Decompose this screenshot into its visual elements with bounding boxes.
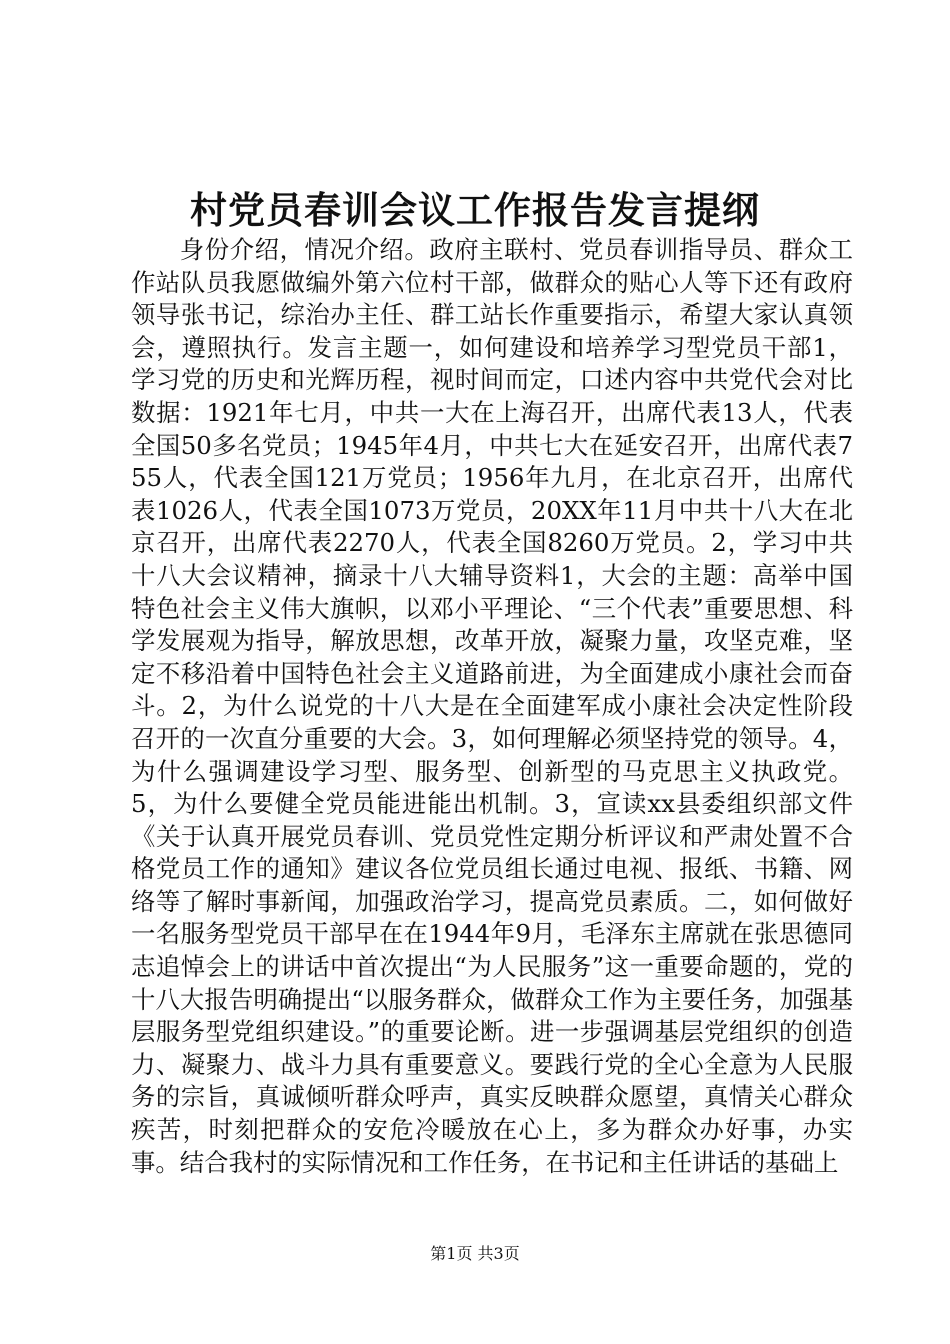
document-title: 村党员春训会议工作报告发言提纲 (190, 187, 760, 232)
page-number-footer: 第1页 共3页 (430, 1244, 520, 1263)
document-body: 身份介绍，情况介绍。政府主联村、党员春训指导员、群众工作站队员我愿做编外第六位村干部，做群众的贴心人等下还有政府领导张书记，综治办主任、群工站长作重要指示，希望大家认真领会，遵照执行。发言主题一，如何建设和培养学习型党员干部1，学习党的历史和光辉历程，视时间而定，口述内容中共党代会对比数据：1921年七月，中共一大在上海召开，出席代表13人，代表全国50多名党员；1945年4月，中共七大在延安召开，出席代表755人，代表全国121万党员；1956年九月，在北京召开，出席代表1026人，代表全国1073万党员，20XX年11月中共十八大在北京召开，出席代表2270人，代表全国8260万党员。2，学习中共十八大会议精神，摘录十八大辅导资料1，大会的主题：高举中国特色社会主义伟大旗帜，以邓小平理论、“三个代表”重要思想、科学发展观为指导，解放思想，改革开放，凝聚力量，攻坚克难，坚定不移沿着中国特色社会主义道路前进，为全面建成小康社会而奋斗。2，为什么说党的十八大是在全面建军成小康社会决定性阶段召开的一次直分重要的大会。3，如何理解必须坚持党的领导。4，为什么强调建设学习型、服务型、创新型的马克思主义执政党。5，为什么要健全党员能进能出机制。3，宣读xx县委组织部文件《关于认真开展党员春训、党员党性定期分析评议和严肃处置不合格党员工作的通知》建议各位党员组长通过电视、报纸、书籍、网络等了解时事新闻，加强政治学习，提高党员素质。二，如何做好一名服务型党员干部早在在1944年9月，毛泽东主席就在张思德同志追悼会上的讲话中首次提出“为人民服务”这一重要命题的，党的十八大报告明确提出“以服务群众，做群众工作为主要任务，加强基层服务型党组织建设。”的重要论断。进一步强调基层党组织的创造力、凝聚力、战斗力具有重要意义。要践行党的全心全意为人民服务的宗旨，真诚倾听群众呼声，真实反映群众愿望，真情关心群众疾苦，时刻把群众的安危冷暖放在心上，多为群众办好事，办实事。结合我村的实际情况和工作任务，在书记和主任讲话的基础上 (131, 235, 853, 1177)
